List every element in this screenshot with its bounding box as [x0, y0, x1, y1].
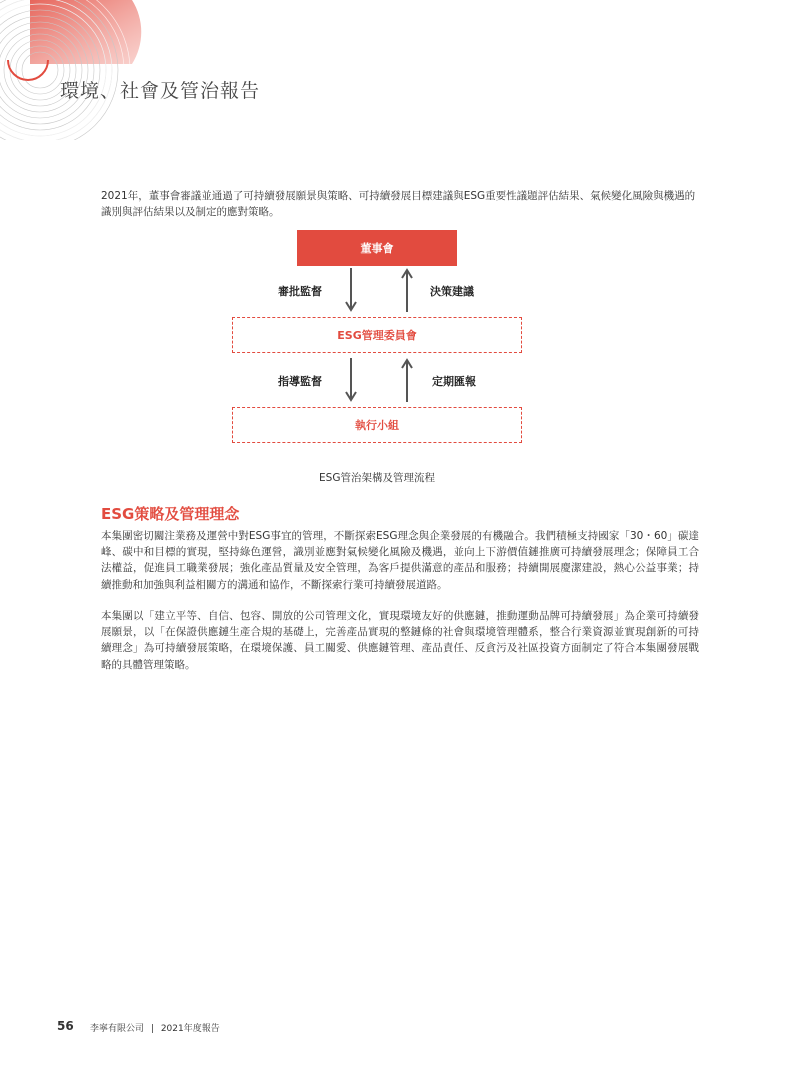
- esg-committee-box: ESG管理委員會: [232, 317, 522, 353]
- page-title: 環境、社會及管治報告: [60, 80, 261, 102]
- body-paragraph: 本集團以「建立平等、自信、包容、開放的公司管理文化，實現環境友好的供應鏈，推動運動品牌可持續發展」為企業可持續發展願景，以「在保證供應鏈生產合規的基礎上，完善產品實現的整鏈條的社會與環境管理體系，整合行業資源並實現創新的可持續理念」為可持續發展策略，在環境保護、員工關愛、供應鏈管理、產品責任、反貪污及社區投資方面制定了符合本集團發展戰略的具體管理策略。: [101, 610, 699, 671]
- footer-company: 李寧有限公司: [90, 1024, 145, 1034]
- page-number: 56: [57, 1019, 74, 1033]
- arrow-up-icon: [401, 358, 413, 402]
- diagram-caption: ESG管治架構及管理流程: [319, 472, 435, 484]
- arrow-down-icon: [345, 268, 357, 312]
- footer-report: 2021年度報告: [160, 1024, 220, 1034]
- footer: [90, 1021, 220, 1034]
- regular-report-label: 定期匯報: [432, 375, 476, 388]
- decorative-corner-graphic: [0, 0, 180, 140]
- arrow-down-icon: [345, 358, 357, 402]
- decision-advice-label: 決策建議: [430, 285, 474, 298]
- execution-team-box: 執行小組: [232, 407, 522, 443]
- arrow-up-icon: [401, 268, 413, 312]
- footer-separator: |: [150, 1024, 154, 1034]
- body-paragraph: 本集團密切關注業務及運營中對ESG事宜的管理，不斷探索ESG理念與企業發展的有機融合。我們積極支持國家「30・60」碳達峰、碳中和目標的實現，堅持綠色運營，識別並應對氣候變化風險及機遇，並向上下游價值鏈推廣可持續發展理念；保障員工合法權益，促進員工職業發展；強化產品質量及安全管理，為客戶提供滿意的產品和服務；持續開展慶潔建設，熱心公益事業；持續推動和加強與利益相關方的溝通和協作，不斷探索行業可持續發展道路。: [101, 530, 699, 591]
- intro-paragraph: 2021年，董事會審議並通過了可持續發展願景與策略、可持續發展目標建議與ESG重要性議題評估結果、氣候變化風險與機遇的識別與評估結果以及制定的應對策略。: [101, 190, 696, 218]
- section-heading: ESG策略及管理理念: [101, 505, 240, 523]
- board-box: 董事會: [297, 230, 457, 266]
- guidance-supervision-label: 指導監督: [278, 375, 322, 388]
- approval-supervision-label: 審批監督: [278, 285, 322, 298]
